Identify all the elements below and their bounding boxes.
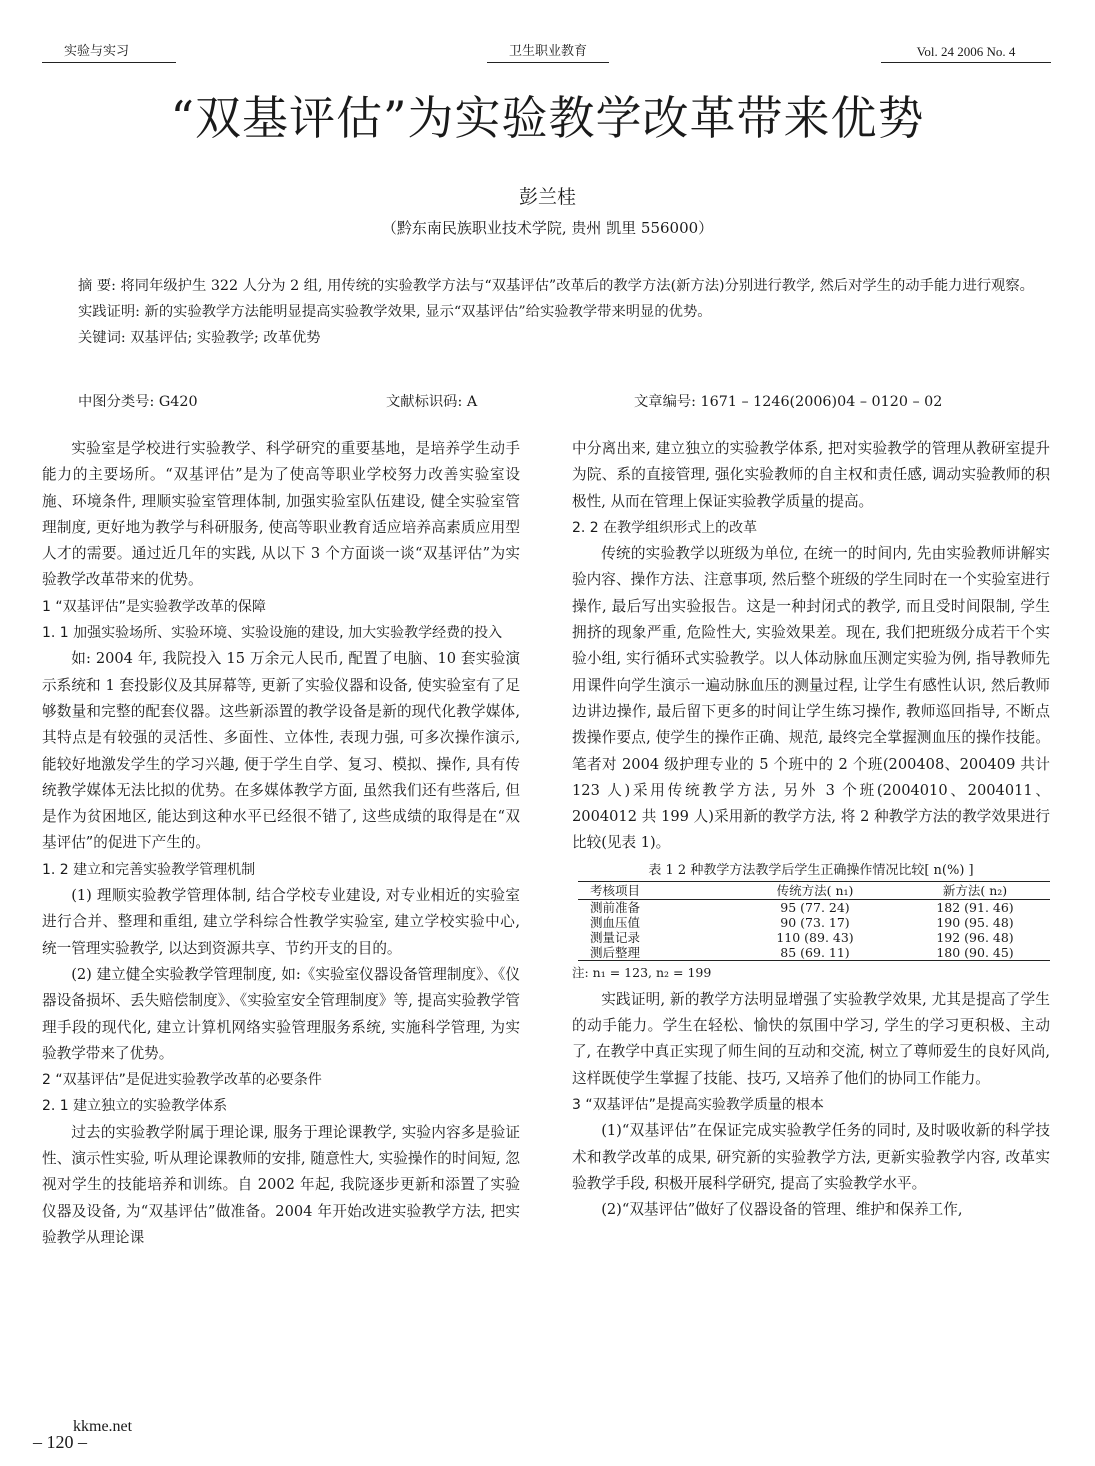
author-affiliation: （黔东南民族职业技术学院, 贵州 凯里 556000） [381,219,714,237]
section-1-1-paragraph: 如: 2004 年, 我院投入 15 万余元人民币, 配置了电脑、10 套实验演示系统和 1 套投影仪及其屏幕等, 更新了实验仪器和设备, 使实验室有了足够数量和完整的配套仪器。这些新添置的教学设备是新的现代化教学媒体, 其特点是有较强的灵活性、多面性、立体性, 表现力强, 可多次操作演示, 能较好地激发学生的学习兴趣, 便于学生自学、复习、模拟、操作, 具有传统教学媒体无法比拟的优势。在多媒体教学方面, 虽然我们还有些落后, 但是作为贫困地区, 能达到这种水平已经很不错了, 这些成绩的取得是在“双基评估”的促进下产生的。 [42,650,520,852]
document-code: 文献标识码: A [386,394,478,410]
table-row [578,899,1050,915]
section-2-2-heading: 2. 2 在教学组织形式上的改革 [572,519,758,536]
page-number: – 120 – [33,1432,87,1452]
section-3-paragraph-1: (1)“双基评估”在保证完成实验教学任务的同时, 及时吸收新的科学技术和教学改革的成果, 研究新的实验教学方法, 更新实验教学内容, 改革实验教学手段, 积极开展科学研究, 提高了实验教学水平。 [572,1122,1050,1192]
table-row [578,930,1050,945]
section-2-1-heading: 2. 1 建立独立的实验教学体系 [42,1098,228,1115]
article-title: “双基评估”为实验教学改革带来优势 [170,91,925,145]
results-paragraph: 实践证明, 新的教学方法明显增强了实验教学效果, 尤其是提高了学生的动手能力。学生在轻松、愉快的氛围中学习, 学生的学习更积极、主动了, 在教学中真正实现了师生间的互动和交流, 树立了尊师爱生的良好风尚, 这样既使学生掌握了技能、技巧, 又培养了他们的协同工作能力。 [572,990,1050,1087]
intro-paragraph: 实验室是学校进行实验教学、科学研究的重要基地，是培养学生动手能力的主要场所。“双基评估”是为了使高等职业学校努力改善实验室设施、环境条件, 理顺实验室管理体制, 加强实验室队伍建设, 健全实验室管理制度, 更好地为教学与科研服务, 使高等职业教育适应培养高素质应用型人才的需要。通过近几年的实践, 从以下 3 个方面谈一谈“双基评估”为实验教学改革带来的优势。 [42,440,520,589]
header-volume-info: Vol. 24 2006 No. 4 [881,44,1051,63]
header-journal-name: 卫生职业教育 [487,44,609,63]
table-cell: 110 (89. 43) [776,929,854,945]
comparison-table-block [572,861,1050,985]
table-cell: 95 (77. 24) [780,899,850,915]
abstract-block [78,273,1038,351]
table-cell: 测血压值 [590,914,641,930]
section-1-1-heading: 1. 1 加强实验场所、实验环境、实验设施的建设, 加大实验教学经费的投入 [42,625,503,642]
clc-number: 中图分类号: G420 [78,394,198,410]
table-header-new: 新方法( n₂) [942,882,1008,898]
article-number: 文章编号: 1671 – 1246(2006)04 – 0120 – 02 [634,394,943,410]
table-header-row [578,881,1050,899]
table-cell: 测后整理 [590,944,641,960]
table-note: 注: n₁ = 123, n₂ = 199 [572,964,712,980]
table-cell: 182 (91. 46) [936,899,1014,915]
section-3-paragraph-2: (2)“双基评估”做好了仪器设备的管理、维护和保养工作, [601,1201,963,1219]
abstract-text: 摘 要: 将同年级护生 322 人分为 2 组, 用传统的实验教学方法与“双基评估”改革后的教学方法(新方法)分别进行教学, 然后对学生的动手能力进行观察。实践证明: 新的实验教学方法能明显提高实验教学效果, 显示“双基评估”给实验教学带来明显的优势。 [78,278,1034,320]
section-1-2-heading: 1. 2 建立和完善实验教学管理机制 [42,861,256,878]
section-3-heading: 3 “双基评估”是提高实验教学质量的根本 [572,1096,824,1113]
table-cell: 90 (73. 17) [780,914,850,930]
watermark-text: kkme.net [73,1418,133,1435]
section-2-1-paragraph: 过去的实验教学附属于理论课, 服务于理论课教学, 实验内容多是验证性、演示性实验, 听从理论课教师的安排, 随意性大, 实验操作的时间短, 忽视对学生的技能培养和训练。自 2002 年起, 我院逐步更新和添置了实验仪器及设备, 为“双基评估”做准备。2004 年开始改进实验教学方法, 把实验教学从理论课 [42,1123,520,1246]
header-journal-section: 实验与实习 [42,44,176,63]
table-row [578,915,1050,930]
table-cell: 190 (95. 48) [936,914,1014,930]
right-column [572,436,1050,1223]
author-name: 彭兰桂 [518,186,576,208]
table-cell: 192 (96. 48) [936,929,1014,945]
table-header-item: 考核项目 [590,882,641,898]
table-cell: 测前准备 [590,899,641,915]
table-caption: 表 1 2 种教学方法教学后学生正确操作情况比较[ n(%) ] [648,862,974,878]
section-2-2-paragraph: 传统的实验教学以班级为单位, 在统一的时间内, 先由实验教师讲解实验内容、操作方法、注意事项, 然后整个班级的学生同时在一个实验室进行操作, 最后写出实验报告。这是一种封闭式的教学, 而且受时间限制, 学生拥挤的现象严重, 危险性大, 实验效果差。现在, 我们把班级分成若干个实验小组, 实行循环式实验教学。以人体动脉血压测定实验为例, 指导教师先用课件向学生演示一遍动脉血压的测量过程, 让学生有感性认识, 然后教师边讲边操作, 最后留下更多的时间让学生练习操作, 教师巡回指导, 不断点拨操作要点, 使学生的操作正确、规范, 最终完全掌握测血压的操作技能。笔者对 2004 级护理专业的 5 个班中的 2 个班(200408、200409 共计 123 人)采用传统教学方法, 另外 3 个班(2004010、2004011、2004012 共 199 人)采用新的教学方法, 将 2 种教学方法的教学效果进行比较(见表 1)。 [572,545,1050,852]
keywords: 关键词: 双基评估; 实验教学; 改革优势 [78,330,321,346]
left-column [42,436,520,1251]
table-cell: 85 (69. 11) [780,944,850,960]
section-2-1-continued: 中分离出来, 建立独立的实验教学体系, 把对实验教学的管理从教研室提升为院、系的直接管理, 强化实验教师的自主权和责任感, 调动实验教师的积极性, 从而在管理上保证实验教学质量的提高。 [572,440,1050,510]
section-1-heading: 1 “双基评估”是实验教学改革的保障 [42,598,266,615]
comparison-table [578,881,1050,961]
table-cell: 测量记录 [590,929,641,945]
section-1-2-paragraph-2: (2) 建立健全实验教学管理制度, 如:《实验室仪器设备管理制度》、《仪器设备损坏、丢失赔偿制度》、《实验室安全管理制度》等, 提高实验教学管理手段的现代化, 建立计算机网络实验管理服务系统, 实施科学管理, 为实验教学带来了优势。 [42,965,520,1062]
table-header-traditional: 传统方法( n₁) [776,882,854,898]
table-row [578,945,1050,961]
table-cell: 180 (90. 45) [936,944,1014,960]
section-2-heading: 2 “双基评估”是促进实验教学改革的必要条件 [42,1072,322,1089]
section-1-2-paragraph-1: (1) 理顺实验教学管理体制, 结合学校专业建设, 对专业相近的实验室进行合并、整理和重组, 建立学科综合性教学实验室, 建立学校实验中心, 统一管理实验教学, 以达到资源共享、节约开支的目的。 [42,887,520,957]
